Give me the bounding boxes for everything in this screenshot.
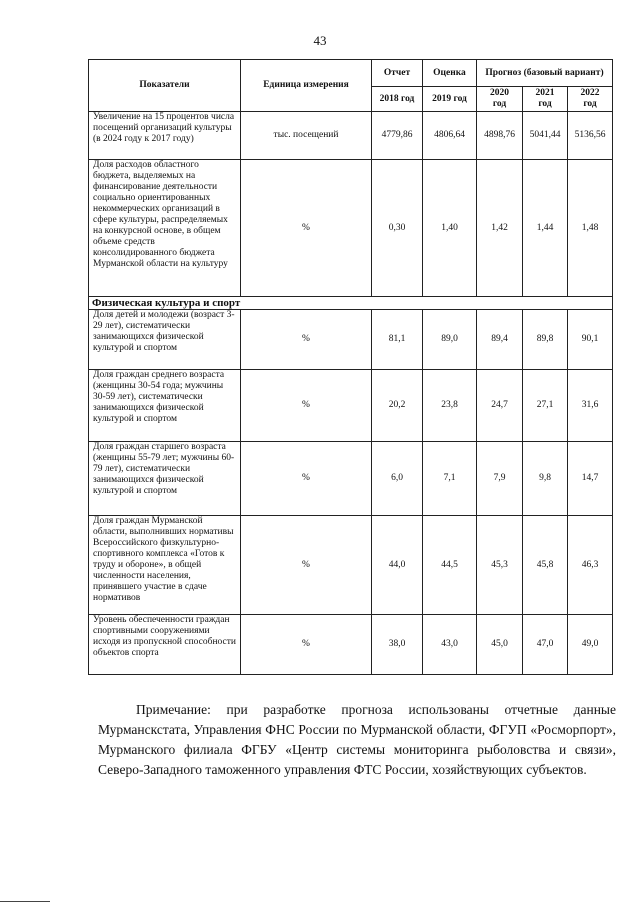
- header-year-2020: [477, 87, 523, 112]
- value-2021: 5041,44: [523, 112, 568, 160]
- header-year-2018: 2018 год: [372, 87, 423, 112]
- header-year-2022: [568, 87, 613, 112]
- row-indicator: Доля граждан старшего возраста (женщины 55-79 лет; мужчины 60-79 лет), систематически занимающихся физической культурой и спортом: [89, 442, 241, 516]
- table-row: [89, 442, 613, 516]
- row-indicator: Доля граждан среднего возраста (женщины 30-54 года; мужчины 30-59 лет), систематически занимающихся физической культурой и спортом: [89, 370, 241, 442]
- value-2021: 45,8: [523, 516, 568, 615]
- value-2019: 1,40: [423, 160, 477, 297]
- row-indicator: Доля расходов областного бюджета, выделяемых на финансирование деятельности социально ориентированных некоммерческих организаций в сфере культуры, распределяемых на конкурсной основе, в общем объеме средств консолидированного бюджета Мурманской области на культуру: [89, 160, 241, 297]
- row-unit: %: [241, 516, 372, 615]
- value-2018: 44,0: [372, 516, 423, 615]
- row-indicator: Доля детей и молодежи (возраст 3-29 лет), систематически занимающихся физической культурой и спортом: [89, 310, 241, 370]
- value-2019: 4806,64: [423, 112, 477, 160]
- row-unit: %: [241, 310, 372, 370]
- table-row: [89, 516, 613, 615]
- header-year-2019: 2019 год: [423, 87, 477, 112]
- header-forecast: Прогноз (базовый вариант): [477, 60, 613, 87]
- value-2021: 1,44: [523, 160, 568, 297]
- forecast-table: [88, 59, 613, 675]
- value-2020: 89,4: [477, 310, 523, 370]
- page-number: 43: [313, 33, 327, 48]
- value-2020: 45,3: [477, 516, 523, 615]
- header-unit: Единица измерения: [241, 60, 372, 112]
- value-2021: 9,8: [523, 442, 568, 516]
- value-2020: 1,42: [477, 160, 523, 297]
- row-unit: %: [241, 370, 372, 442]
- header-indicator: Показатели: [89, 60, 241, 112]
- value-2018: 38,0: [372, 615, 423, 675]
- value-2019: 43,0: [423, 615, 477, 675]
- header-estimate: Оценка: [423, 60, 477, 87]
- value-2018: 4779,86: [372, 112, 423, 160]
- row-indicator: Доля граждан Мурманской области, выполнивших нормативы Всероссийского физкультурно-спортивного комплекса «Готов к труду и обороне», в общей численности населения, принявшего участие в сдаче нормативов: [89, 516, 241, 615]
- row-unit: %: [241, 615, 372, 675]
- row-unit: %: [241, 442, 372, 516]
- footer-rule: [0, 901, 50, 902]
- value-2022: 1,48: [568, 160, 613, 297]
- value-2018: 0,30: [372, 160, 423, 297]
- value-2019: 89,0: [423, 310, 477, 370]
- table-row: [89, 615, 613, 675]
- header-year-2020-word: год: [492, 99, 507, 109]
- header-report: Отчет: [372, 60, 423, 87]
- header-year-2021: [523, 87, 568, 112]
- value-2020: 4898,76: [477, 112, 523, 160]
- value-2019: 7,1: [423, 442, 477, 516]
- header-year-2022-word: год: [583, 99, 597, 109]
- header-year-2021-number: 2021: [535, 88, 555, 98]
- value-2020: 7,9: [477, 442, 523, 516]
- value-2018: 81,1: [372, 310, 423, 370]
- value-2021: 27,1: [523, 370, 568, 442]
- value-2018: 6,0: [372, 442, 423, 516]
- row-indicator: Увеличение на 15 процентов числа посещений организаций культуры (в 2024 году к 2017 году): [89, 112, 241, 160]
- value-2022: 90,1: [568, 310, 613, 370]
- header-year-2021-word: год: [538, 99, 552, 109]
- value-2020: 24,7: [477, 370, 523, 442]
- note-paragraph: Примечание: при разработке прогноза использованы отчетные данные Мурманскстата, Управления ФНС России по Мурманской области, ФГУП «Росморпорт», Мурманского филиала ФГБУ «Центр системы мониторинга рыболовства и связи», Северо-Западного таможенного управления ФТС России, хозяйствующих субъектов.: [98, 702, 616, 777]
- value-2021: 89,8: [523, 310, 568, 370]
- value-2022: 31,6: [568, 370, 613, 442]
- row-indicator: Уровень обеспеченности граждан спортивными сооружениями исходя из пропускной способности объектов спорта: [89, 615, 241, 675]
- value-2019: 44,5: [423, 516, 477, 615]
- table-row: [89, 112, 613, 160]
- table-row: [89, 310, 613, 370]
- value-2022: 49,0: [568, 615, 613, 675]
- value-2018: 20,2: [372, 370, 423, 442]
- value-2022: 14,7: [568, 442, 613, 516]
- table-row: [89, 160, 613, 297]
- value-2021: 47,0: [523, 615, 568, 675]
- header-year-2022-number: 2022: [580, 88, 600, 98]
- value-2022: 5136,56: [568, 112, 613, 160]
- table-row: [89, 370, 613, 442]
- header-year-2020-number: 2020: [490, 88, 509, 98]
- value-2020: 45,0: [477, 615, 523, 675]
- section-row: [89, 297, 613, 310]
- row-unit: %: [241, 160, 372, 297]
- row-unit: тыс. посещений: [241, 112, 372, 160]
- section-title: Физическая культура и спорт: [89, 297, 613, 310]
- value-2022: 46,3: [568, 516, 613, 615]
- value-2019: 23,8: [423, 370, 477, 442]
